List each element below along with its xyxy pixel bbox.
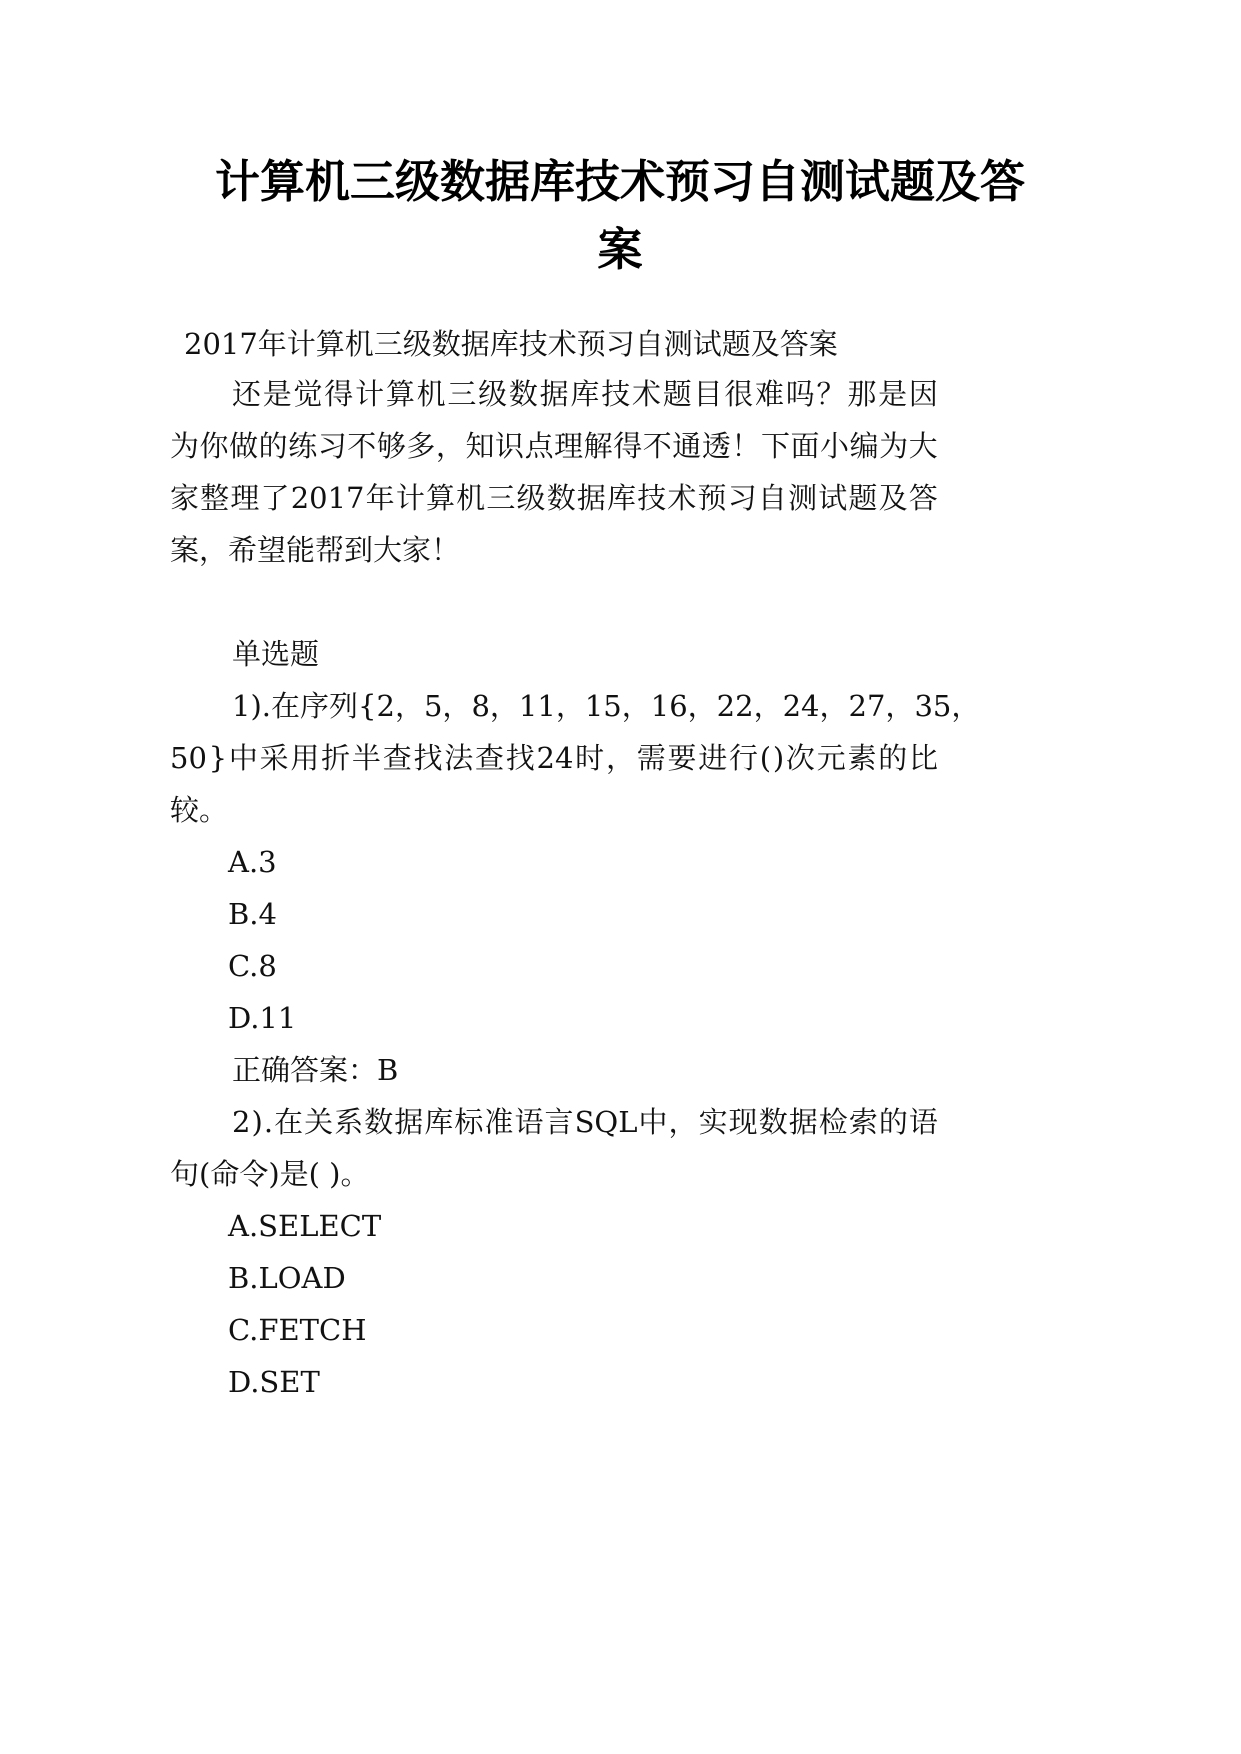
title-line-1: 计算机三级数据库技术预习自测试题及答 (214, 155, 1025, 208)
section-heading: 单选题 (232, 637, 320, 671)
title-line-2: 案 (597, 223, 643, 276)
intro-line-3: 家 整 理 了 2017 年 计 算 机 三 级 数 据 库 技 术 预 习 自 测 试 题 及 答 (170, 481, 938, 515)
question-2-option-d: D.SET (228, 1365, 320, 1399)
intro-line-4: 案，希望能帮到大家！ (170, 533, 461, 567)
question-1-option-b: B.4 (228, 897, 277, 931)
question-1-stem-line-1: 1 ) . 在 序 列 { 2 ， 5 ， 8 ， 11 ， 15 ， 16 ， 22 ， 24 ， 27 ， 35 ， (232, 689, 981, 723)
question-1-stem-line-3: 较。 (170, 793, 229, 827)
question-1-stem-line-2: 50 } 中 采 用 折 半 查 找 法 查 找 24 时 ， 需 要 进 行 ( ) 次 元 素 的 比 (170, 741, 938, 775)
question-2-option-b: B.LOAD (228, 1261, 346, 1295)
question-2-stem-line-2: 句(命令)是( )。 (170, 1157, 370, 1191)
subtitle: 2017年计算机三级数据库技术预习自测试题及答案 (184, 327, 838, 361)
document-title (120, 148, 1120, 284)
intro-line-2: 为 你 做 的 练 习 不 够 多 ， 知 识 点 理 解 得 不 通 透 ！ 下 面 小 编 为 大 (170, 429, 938, 463)
question-2-option-c: C.FETCH (228, 1313, 367, 1347)
question-1-option-c: C.8 (228, 949, 277, 983)
question-1-option-a: A.3 (228, 845, 277, 879)
question-2-stem-line-1: 2 ) . 在 关 系 数 据 库 标 准 语 言 SQL 中 ， 实 现 数 据 检 索 的 语 (232, 1105, 938, 1139)
question-2-option-a: A.SELECT (228, 1209, 382, 1243)
question-1-option-d: D.11 (228, 1001, 297, 1035)
intro-line-1: 还 是 觉 得 计 算 机 三 级 数 据 库 技 术 题 目 很 难 吗 ？ 那 是 因 (232, 377, 938, 411)
question-1-answer: 正确答案：B (232, 1053, 399, 1087)
